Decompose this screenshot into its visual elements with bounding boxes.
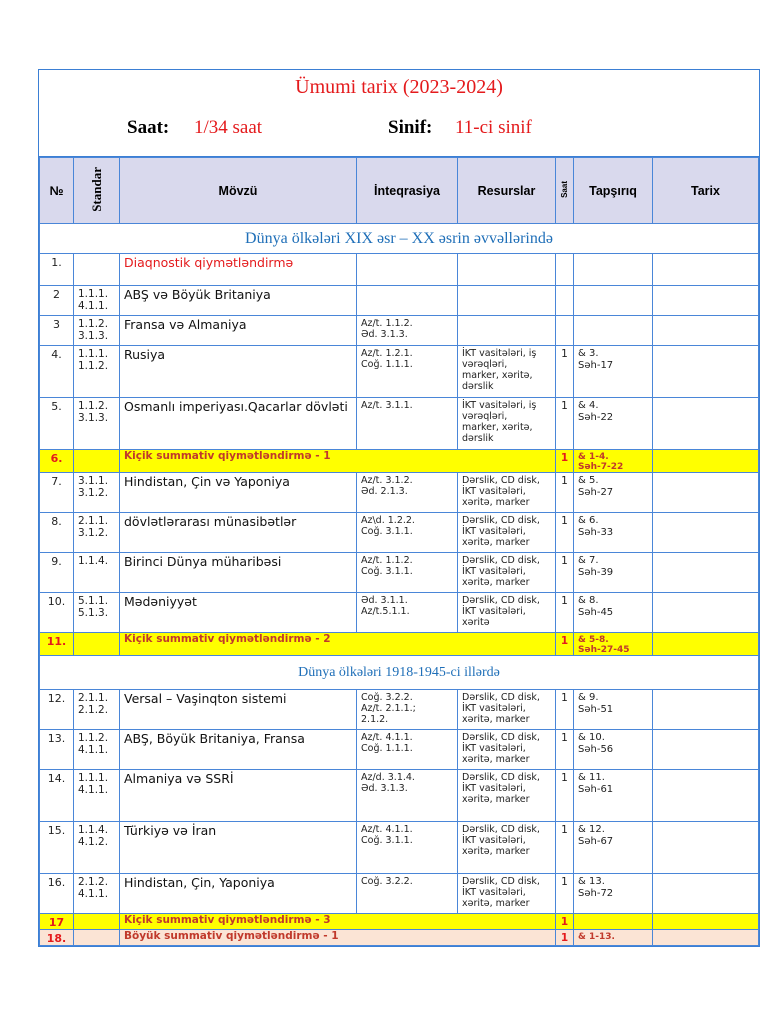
row-number: 6. — [40, 450, 74, 473]
table-body — [40, 224, 759, 946]
task-cell — [574, 914, 653, 930]
resources-cell: Dərslik, CD disk, İKT vasitələri, xəritə, marker — [458, 690, 556, 730]
resources-cell: Dərslik, CD disk, İKT vasitələri, xəritə, marker — [458, 730, 556, 770]
col-standard — [74, 158, 120, 224]
date-cell — [653, 553, 759, 593]
hours-cell — [556, 254, 574, 286]
task-cell: & 10. Səh-56 — [574, 730, 653, 770]
row-number: 8. — [40, 513, 74, 553]
date-cell — [653, 450, 759, 473]
task-cell: & 13. Səh-72 — [574, 874, 653, 914]
date-cell — [653, 398, 759, 450]
hours-cell: 1 — [556, 473, 574, 513]
integration-cell: Coğ. 3.2.2. — [357, 874, 458, 914]
topic-cell: Almaniya və SSRİ — [120, 770, 357, 822]
date-cell — [653, 822, 759, 874]
row-number: 10. — [40, 593, 74, 633]
table-row — [40, 690, 759, 730]
task-cell: & 4. Səh-22 — [574, 398, 653, 450]
integration-cell: Az/d. 3.1.4. Əd. 3.1.3. — [357, 770, 458, 822]
hours-cell: 1 — [556, 398, 574, 450]
table-row — [40, 513, 759, 553]
table-row — [40, 914, 759, 930]
topic-cell: ABŞ, Böyük Britaniya, Fransa — [120, 730, 357, 770]
date-cell — [653, 473, 759, 513]
col-integration: İnteqrasiya — [357, 158, 458, 224]
resources-cell: Dərslik, CD disk, İKT vasitələri, xəritə, marker — [458, 874, 556, 914]
task-cell: & 1-13. — [574, 930, 653, 946]
hours-cell: 1 — [556, 513, 574, 553]
date-cell — [653, 690, 759, 730]
date-cell — [653, 930, 759, 946]
hours-cell — [556, 286, 574, 316]
date-cell — [653, 513, 759, 553]
standard-cell: 1.1.4. — [74, 553, 120, 593]
standard-cell: 1.1.2. 3.1.3. — [74, 398, 120, 450]
col-standard-label: Standar — [88, 166, 104, 212]
date-cell — [653, 593, 759, 633]
hours-value: 1/34 saat — [194, 117, 263, 138]
standard-cell: 2.1.1. 3.1.2. — [74, 513, 120, 553]
standard-cell: 1.1.1. 4.1.1. — [74, 286, 120, 316]
row-number: 11. — [40, 633, 74, 656]
assessment-label: Kiçik summativ qiymətləndirmə - 1 — [120, 450, 556, 473]
table-row — [40, 730, 759, 770]
resources-cell: Dərslik, CD disk, İKT vasitələri, xəritə — [458, 593, 556, 633]
task-cell: & 12. Səh-67 — [574, 822, 653, 874]
task-cell: & 3. Səh-17 — [574, 346, 653, 398]
table-row — [40, 930, 759, 946]
topic-cell: Fransa və Almaniya — [120, 316, 357, 346]
col-hours-label: Saat — [560, 180, 569, 198]
col-hours — [556, 158, 574, 224]
resources-cell — [458, 254, 556, 286]
topic-cell: Diaqnostik qiymətləndirmə — [120, 254, 357, 286]
standard-cell — [74, 450, 120, 473]
integration-cell: Az/t. 1.2.1. Coğ. 1.1.1. — [357, 346, 458, 398]
integration-cell: Az\d. 1.2.2. Coğ. 3.1.1. — [357, 513, 458, 553]
integration-cell: Az/t. 3.1.1. — [357, 398, 458, 450]
task-cell: & 5. Səh-27 — [574, 473, 653, 513]
standard-cell: 2.1.1. 2.1.2. — [74, 690, 120, 730]
topic-cell: Rusiya — [120, 346, 357, 398]
standard-cell: 1.1.1. 4.1.1. — [74, 770, 120, 822]
integration-cell: Az/t. 4.1.1. Coğ. 3.1.1. — [357, 822, 458, 874]
resources-cell: İKT vasitələri, iş vərəqləri, marker, xəritə, dərslik — [458, 398, 556, 450]
lesson-plan-sheet — [38, 69, 760, 947]
hours-cell: 1 — [556, 633, 574, 656]
topic-cell: Türkiyə və İran — [120, 822, 357, 874]
integration-cell: Az/t. 1.1.2. Coğ. 3.1.1. — [357, 553, 458, 593]
standard-cell: 1.1.2. 3.1.3. — [74, 316, 120, 346]
date-cell — [653, 633, 759, 656]
col-number: № — [40, 158, 74, 224]
row-number: 16. — [40, 874, 74, 914]
resources-cell — [458, 286, 556, 316]
assessment-label: Kiçik summativ qiymətləndirmə - 3 — [120, 914, 556, 930]
standard-cell: 2.1.2. 4.1.1. — [74, 874, 120, 914]
table-row — [40, 874, 759, 914]
hours-cell: 1 — [556, 822, 574, 874]
section-header-2-title: Dünya ölkələri 1918-1945-ci illərdə — [40, 656, 759, 690]
integration-cell: Az/t. 4.1.1. Coğ. 1.1.1. — [357, 730, 458, 770]
hours-cell: 1 — [556, 553, 574, 593]
col-topic: Mövzü — [120, 158, 357, 224]
row-number: 15. — [40, 822, 74, 874]
date-cell — [653, 770, 759, 822]
hours-cell: 1 — [556, 593, 574, 633]
hours-cell: 1 — [556, 730, 574, 770]
section-header-1-title: Dünya ölkələri XIX əsr – XX əsrin əvvəllərində — [40, 224, 759, 254]
date-cell — [653, 254, 759, 286]
table-row — [40, 450, 759, 473]
row-number: 13. — [40, 730, 74, 770]
resources-cell: Dərslik, CD disk, İKT vasitələri, xəritə, marker — [458, 770, 556, 822]
date-cell — [653, 286, 759, 316]
resources-cell: Dərslik, CD disk, İKT vasitələri, xəritə, marker — [458, 822, 556, 874]
integration-cell: Əd. 3.1.1. Az/t.5.1.1. — [357, 593, 458, 633]
row-number: 7. — [40, 473, 74, 513]
row-number: 17 — [40, 914, 74, 930]
title-box — [39, 70, 759, 157]
task-cell: & 5-8. Səh-27-45 — [574, 633, 653, 656]
table-row — [40, 398, 759, 450]
grade-label: Sinif: — [388, 117, 433, 138]
topic-cell: Hindistan, Çin və Yaponiya — [120, 473, 357, 513]
task-cell — [574, 254, 653, 286]
task-cell: & 1-4. Səh-7-22 — [574, 450, 653, 473]
assessment-label: Kiçik summativ qiymətləndirmə - 2 — [120, 633, 556, 656]
table-row — [40, 346, 759, 398]
row-number: 1. — [40, 254, 74, 286]
table-row — [40, 473, 759, 513]
task-cell: & 6. Səh-33 — [574, 513, 653, 553]
task-cell: & 8. Səh-45 — [574, 593, 653, 633]
date-cell — [653, 316, 759, 346]
hours-cell: 1 — [556, 346, 574, 398]
task-cell — [574, 286, 653, 316]
task-cell — [574, 316, 653, 346]
date-cell — [653, 730, 759, 770]
col-resources: Resurslar — [458, 158, 556, 224]
standard-cell: 1.1.4. 4.1.2. — [74, 822, 120, 874]
hours-cell: 1 — [556, 930, 574, 946]
table-row — [40, 633, 759, 656]
integration-cell — [357, 254, 458, 286]
row-number: 14. — [40, 770, 74, 822]
table-row — [40, 316, 759, 346]
integration-cell: Az/t. 3.1.2. Əd. 2.1.3. — [357, 473, 458, 513]
standard-cell: 1.1.2. 4.1.1. — [74, 730, 120, 770]
hours-cell: 1 — [556, 770, 574, 822]
table-row — [40, 593, 759, 633]
standard-cell: 5.1.1. 5.1.3. — [74, 593, 120, 633]
row-number: 5. — [40, 398, 74, 450]
hours-cell: 1 — [556, 914, 574, 930]
row-number: 12. — [40, 690, 74, 730]
section-header-2 — [40, 656, 759, 690]
topic-cell: Osmanlı imperiyası.Qacarlar dövləti — [120, 398, 357, 450]
date-cell — [653, 874, 759, 914]
section-header-1 — [40, 224, 759, 254]
resources-cell: Dərslik, CD disk, İKT vasitələri, xəritə, marker — [458, 553, 556, 593]
hours-label: Saat: — [127, 117, 170, 138]
row-number: 9. — [40, 553, 74, 593]
date-cell — [653, 914, 759, 930]
curriculum-table — [39, 157, 759, 946]
resources-cell: Dərslik, CD disk, İKT vasitələri, xəritə, marker — [458, 513, 556, 553]
topic-cell: Versal – Vaşinqton sistemi — [120, 690, 357, 730]
col-date: Tarix — [653, 158, 759, 224]
standard-cell — [74, 930, 120, 946]
integration-cell: Coğ. 3.2.2. Az/t. 2.1.1.; 2.1.2. — [357, 690, 458, 730]
standard-cell — [74, 254, 120, 286]
row-number: 4. — [40, 346, 74, 398]
standard-cell: 3.1.1. 3.1.2. — [74, 473, 120, 513]
resources-cell — [458, 316, 556, 346]
topic-cell: Mədəniyyət — [120, 593, 357, 633]
table-header — [40, 158, 759, 224]
resources-cell: Dərslik, CD disk, İKT vasitələri, xəritə, marker — [458, 473, 556, 513]
grade-value: 11-ci sinif — [455, 117, 532, 138]
standard-cell: 1.1.1. 1.1.2. — [74, 346, 120, 398]
col-task: Tapşırıq — [574, 158, 653, 224]
table-row — [40, 553, 759, 593]
table-row — [40, 770, 759, 822]
table-row — [40, 822, 759, 874]
topic-cell: Birinci Dünya müharibəsi — [120, 553, 357, 593]
hours-cell: 1 — [556, 874, 574, 914]
assessment-label: Böyük summativ qiymətləndirmə - 1 — [120, 930, 556, 946]
integration-cell: Az/t. 1.1.2. Əd. 3.1.3. — [357, 316, 458, 346]
hours-cell: 1 — [556, 450, 574, 473]
resources-cell: İKT vasitələri, iş vərəqləri, marker, xəritə, dərslik — [458, 346, 556, 398]
table-row — [40, 254, 759, 286]
table-row — [40, 286, 759, 316]
standard-cell — [74, 633, 120, 656]
task-cell: & 9. Səh-51 — [574, 690, 653, 730]
hours-cell: 1 — [556, 690, 574, 730]
date-cell — [653, 346, 759, 398]
topic-cell: ABŞ və Böyük Britaniya — [120, 286, 357, 316]
integration-cell — [357, 286, 458, 316]
task-cell: & 7. Səh-39 — [574, 553, 653, 593]
topic-cell: Hindistan, Çin, Yaponiya — [120, 874, 357, 914]
row-number: 3 — [40, 316, 74, 346]
topic-cell: dövlətlərarası münasibətlər — [120, 513, 357, 553]
row-number: 2 — [40, 286, 74, 316]
row-number: 18. — [40, 930, 74, 946]
standard-cell — [74, 914, 120, 930]
page-title: Ümumi tarix (2023-2024) — [295, 76, 503, 98]
task-cell: & 11. Səh-61 — [574, 770, 653, 822]
hours-cell — [556, 316, 574, 346]
